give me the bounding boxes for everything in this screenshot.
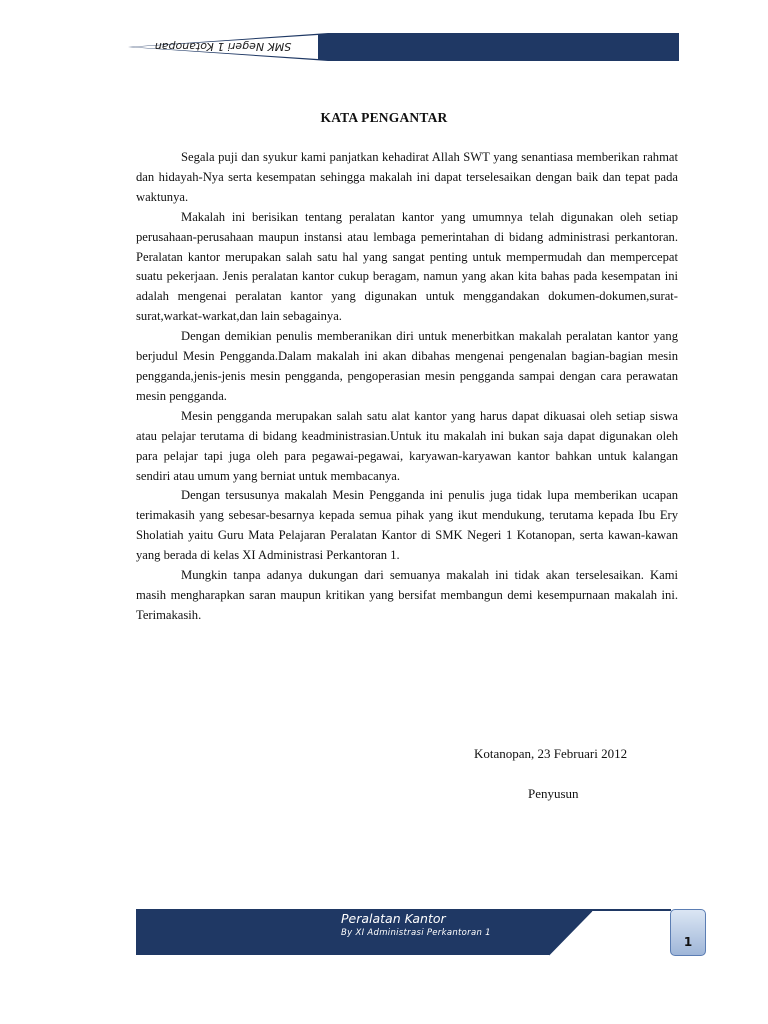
page-number: 1 <box>683 934 693 949</box>
paragraph: Dengan demikian penulis memberanikan diri untuk menerbitkan makalah peralatan kantor yang berjudul Mesin Pengganda.Dalam makalah ini akan dibahas mengenai pengenalan bagian-bagian mesin pengganda,jenis-jenis mesin pengganda, pengoperasian mesin pengganda sampai dengan cara perawatan mesin pengganda. <box>136 329 678 403</box>
body-text <box>136 148 678 626</box>
signature-place-date: Kotanopan, 23 Februari 2012 <box>474 746 628 761</box>
signature-author: Penyusun <box>528 786 579 801</box>
running-head: SMK Negeri 1 Kotanopan <box>154 40 292 54</box>
page-number-badge <box>670 909 706 956</box>
footer-subtitle: By XI Administrasi Perkantoran 1 <box>341 928 491 938</box>
page-title: KATA PENGANTAR <box>320 110 448 125</box>
footer-title: Peralatan Kantor <box>341 911 446 926</box>
paragraph: Makalah ini berisikan tentang peralatan kantor yang umumnya telah digunakan oleh setiap perusahaan-perusahaan maupun instansi atau lembaga pemerintahan di bidang administrasi perkantoran. Peralatan kantor merupakan salah satu hal yang sangat penting untuk mempermudah dan mempercepat suatu pekerjaan. Jenis peralatan kantor cukup beragam, namun yang akan kita bahas pada kesempatan ini adalah mengenai peralatan kantor yang digunakan untuk menggandakan dokumen-dokumen,surat-surat,warkat-warkat,dan lain sebagainya. <box>136 209 678 324</box>
paragraph: Mungkin tanpa adanya dukungan dari semuanya makalah ini tidak akan terselesaikan. Kami masih mengharapkan saran maupun kritikan yang bersifat membangun demi kesempurnaan makalah ini. Terimakasih. <box>136 568 678 622</box>
footer-banner <box>136 909 708 957</box>
paragraph: Segala puji dan syukur kami panjatkan kehadirat Allah SWT yang senantiasa memberikan rahmat dan hidayah-Nya serta kesempatan sehingga makalah ini dapat terselesaikan dengan baik dan tepat pada waktunya. <box>136 150 678 204</box>
paragraph: Mesin pengganda merupakan salah satu alat kantor yang harus dapat dikuasai oleh setiap siswa atau pelajar terutama di bidang keadministrasian.Untuk itu makalah ini bukan saja dapat digunakan oleh para pelajar tapi juga oleh para pegawai-pegawai, karyawan-karyawan kantor bahkan untuk kalangan sendiri atau umum yang berniat untuk membacanya. <box>136 408 678 483</box>
header-banner <box>128 33 679 61</box>
paragraph: Dengan tersusunya makalah Mesin Pengganda ini penulis juga tidak lupa memberikan ucapan terimakasih yang sebesar-besarnya kepada semua pihak yang ikut mendukung, terutama kepada Ibu Ery Sholatiah yaitu Guru Mata Pelajaran Peralatan Kantor di SMK Negeri 1 Kotanopan, serta kawan-kawan yang berada di kelas XI Administrasi Perkantoran 1. <box>136 488 678 563</box>
signature-block <box>474 746 627 802</box>
